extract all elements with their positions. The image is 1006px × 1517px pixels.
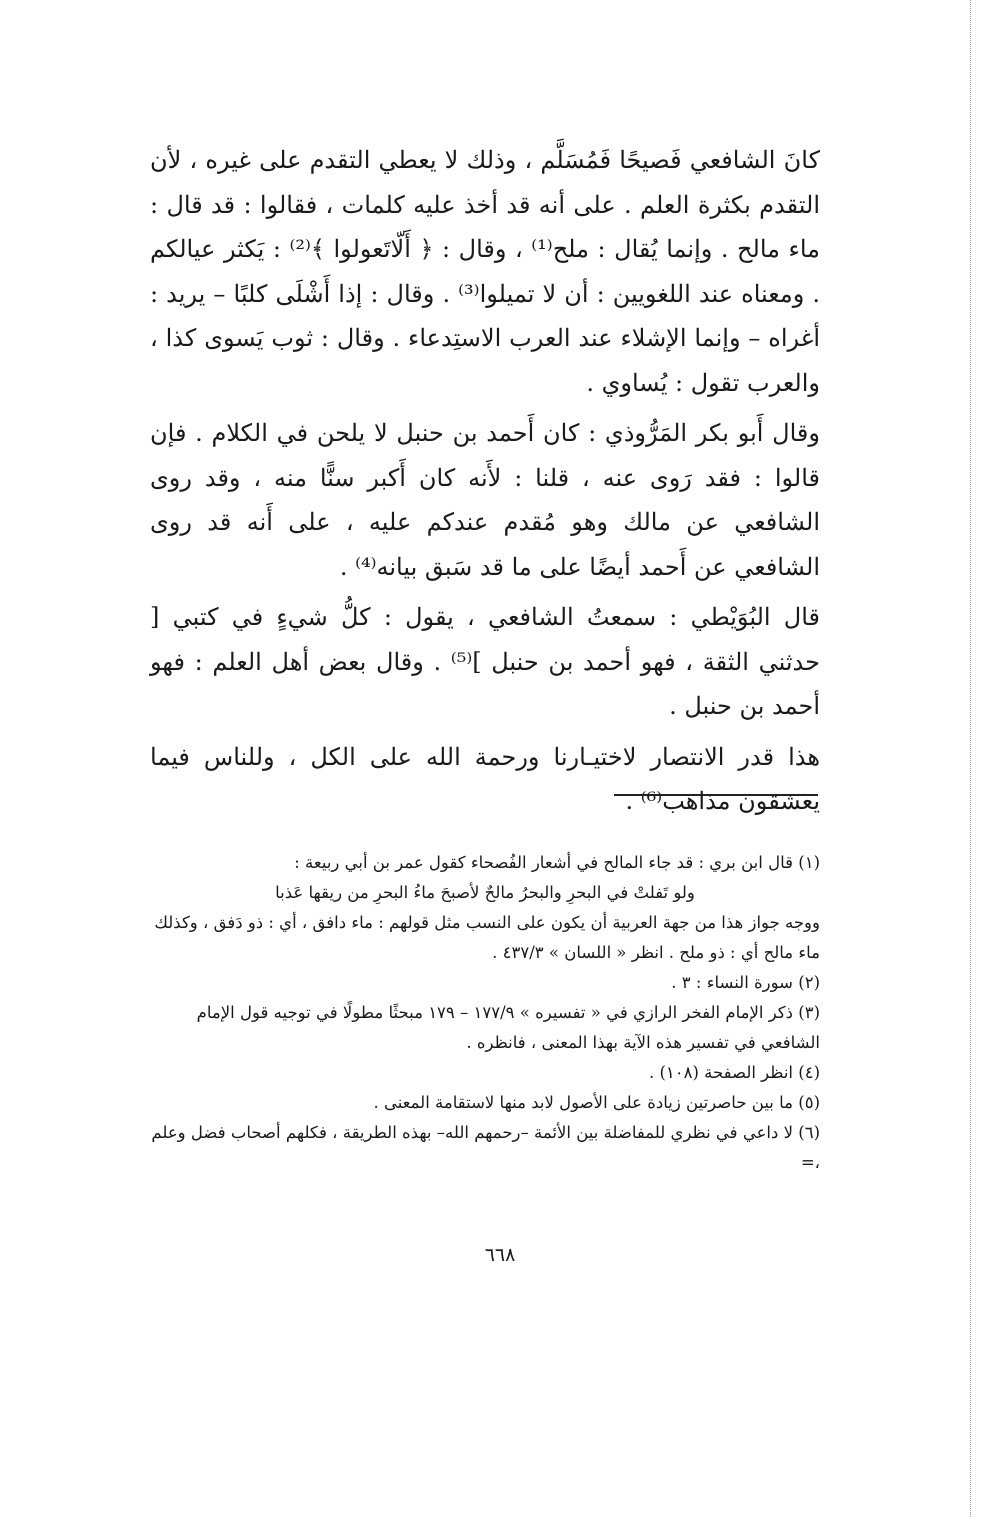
- page-number: ٦٦٨: [484, 1244, 516, 1266]
- footnotes: [150, 848, 820, 1178]
- footnote: (٥) ما بين حاصرتين زيادة على الأصول لابد منها لاستقامة المعنى .: [373, 1093, 820, 1112]
- footnote-verse: ولو تَفلتْ في البحرِ والبحرُ مالحٌ لأصبحَ ماءُ البحرِ من ريقها عَذبا: [275, 883, 695, 902]
- footnote: (٢) سورة النساء : ٣ .: [671, 973, 820, 992]
- footnote: (١) قال ابن بري : قد جاء المالح في أشعار الفُصحاء كقول عمر بن أبي ربيعة :: [294, 853, 820, 872]
- paragraph: وقال أَبو بكر المَرُّوذي : كان أَحمد بن حنبل لا يلحن في الكلام . فإن قالوا : فقد رَوى عنه ، قلنا : لأَنه كان أَكبر سنًّا منه ، وقد روى الشافعي عن مالك وهو مُقدم عندكم عليه ، على أَنه قد روى الشافعي عن أَحمد أيضًا على ما قد سَبق بيانه⁽⁴⁾ .: [150, 419, 820, 581]
- footnote: (٦) لا داعي في نظري للمفاضلة بين الأئمة –رحمهم الله– بهذه الطريقة ، فكلهم أصحاب فضل وعلم ،=: [151, 1123, 820, 1172]
- paragraph: هذا قدر الانتصار لاختيـارنا ورحمة الله على الكل ، وللناس فيما يعشقون مذاهب⁽⁶⁾ .: [150, 742, 820, 815]
- paragraph: قال البُوَيْطي : سمعتُ الشافعي ، يقول : كلُّ شيءٍ في كتبي [ حدثني الثقة ، فهو أحمد بن حنبل ]⁽⁵⁾ . وقال بعض أهل العلم : فهو أحمد بن حنبل .: [150, 603, 820, 720]
- page-edge-line: [970, 0, 971, 1517]
- footnote: (٣) ذكر الإمام الفخر الرازي في « تفسيره » ١٧٧/٩ – ١٧٩ مبحثًا مطولًا في توجيه قول الإمام الشافعي في تفسير هذه الآية بهذا المعنى ، فانظره .: [196, 1003, 820, 1052]
- footnote: ووجه جواز هذا من جهة العربية أن يكون على النسب مثل قولهم : ماء دافق ، أي : ذو دَفق ، وكذلك ماء مالح أي : ذو ملح . انظر « اللسان » ٤٣٧/٣ .: [154, 913, 820, 962]
- paragraph: كانَ الشافعي فَصيحًا فَمُسَلَّم ، وذلك لا يعطي التقدم على غيره ، لأن التقدم بكثرة العلم . على أنه قد أخذ عليه كلمات ، فقالوا : قد قال : ماء مالح . وإنما يُقال : ملح⁽¹⁾ ، وقال : ﴿ أَلّاتَعولوا ﴾⁽²⁾ : يَكثر عيالكم . ومعناه عند اللغويين : أن لا تميلوا⁽³⁾ . وقال : إذا أَشْلَى كلبًا – يريد : أغراه – وإنما الإشلاء عند العرب الاستِدعاء . وقال : ثوب يَسوى كذا ، والعرب تقول : يُساوي .: [150, 146, 820, 397]
- footnote: (٤) انظر الصفحة (١٠٨) .: [648, 1063, 820, 1082]
- main-text: [150, 138, 820, 830]
- footnote-separator: [614, 794, 818, 796]
